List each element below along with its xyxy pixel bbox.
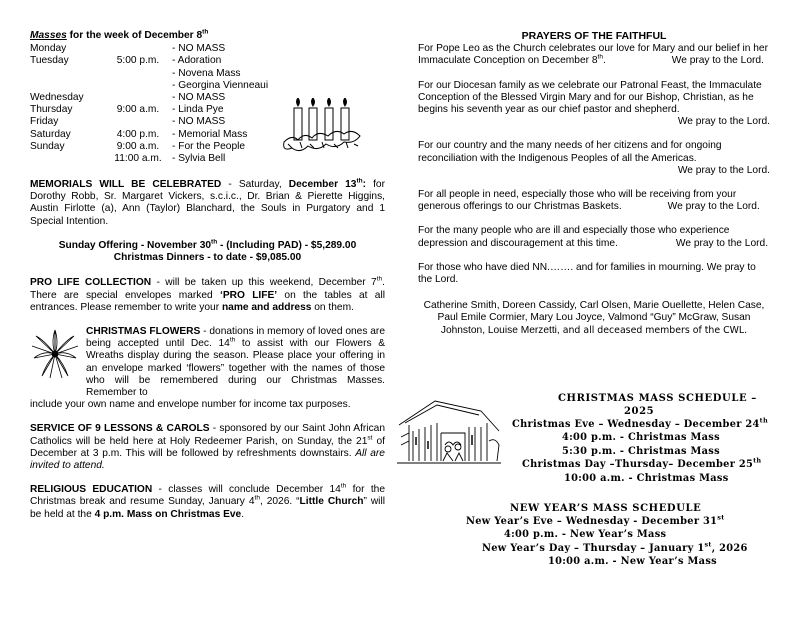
prolife-notice: PRO LIFE COLLECTION - will be taken up this weekend, December 7th. There are special envelopes marked ‘PRO LIFE’ on the tables at all entrances. Please remember to write your name and address on them.: [30, 275, 385, 313]
christmas-eve: Christmas Eve – Wednesday – December 24th: [512, 416, 768, 430]
new-year-title: NEW YEAR’S MASS SCHEDULE: [510, 503, 702, 514]
lessons-carols-notice: SERVICE OF 9 LESSONS & CAROLS - sponsored by our Saint John African Catholics will be held here at Holy Redeemer Parish, on Sunday, the 21st of December at 3 p.m. This will be followed by refreshments downstairs. All are invited to attend.: [30, 423, 386, 471]
offering-line2: Christmas Dinners - to date - $9,085.00: [113, 252, 302, 264]
offering-line1: Sunday Offering - November 30th - (Including PAD) - $5,289.00: [58, 238, 357, 251]
mass-row: Saturday 4:00 p.m. - Memorial Mass: [30, 128, 248, 140]
prayer-response: We pray to the Lord.: [677, 164, 770, 176]
poinsettia-icon: [30, 328, 80, 380]
christmas-title-2: 2025: [624, 406, 655, 417]
mass-row: Sunday 9:00 a.m. - For the People: [30, 140, 246, 152]
prayer-3: For our country and the many needs of her citizens and for ongoing reconciliation with the Indigenous Peoples of all the Americas.: [418, 140, 722, 164]
religious-education-notice: RELIGIOUS EDUCATION - classes will conclude December 14th for the Christmas break and resume Sunday, January 4th, 2026. “Little Church” will be held at the 4 p.m. Mass on Christmas Eve.: [30, 482, 385, 520]
memorials-notice: MEMORIALS WILL BE CELEBRATED - Saturday, December 13th: for Dorothy Robb, Sr. Margaret Vickers, s.c.i.c., Dr. Brian & Pierette Higgins, Austin Firlotte (a), Ann (Taylor) Blanchard, the Souls in Purgatory and 1 Special Intention.: [30, 177, 385, 227]
prayer-response: We pray to the Lord.: [677, 116, 770, 128]
nativity-stable-icon: [395, 397, 503, 469]
masses-heading: Masses for the week of December 8th: [30, 28, 209, 41]
new-year-eve: New Year’s Eve – Wednesday - December 31st: [466, 513, 725, 527]
new-year-mass-2: 10:00 a.m. - New Year’s Mass: [548, 556, 717, 568]
christmas-mass-3: 10:00 a.m. - Christmas Mass: [564, 472, 729, 484]
mass-schedule-table: [30, 43, 385, 165]
christmas-flowers-notice: [30, 326, 385, 411]
mass-row: Monday - NO MASS: [30, 43, 226, 55]
mass-row: - Novena Mass: [172, 67, 241, 79]
prayers-title: PRAYERS OF THE FAITHFUL: [521, 30, 667, 42]
right-column: [418, 30, 770, 337]
new-year-mass-1: 4:00 p.m. - New Year’s Mass: [504, 529, 667, 541]
advent-candles-icon: [282, 98, 364, 164]
new-year-day: New Year’s Day – Thursday – January 1st, 2026: [482, 540, 748, 554]
christmas-schedule: [508, 392, 778, 485]
prayer-4: For all people in need, especially those who will be receiving from your generous offerings to our Christmas Baskets. We pray to the Lord.: [418, 189, 760, 213]
mass-row: - Georgina Vienneaui: [172, 79, 269, 91]
deceased-names: Catherine Smith, Doreen Cassidy, Carl Olsen, Marie Ouellette, Helen Case, Paul Emile Cormier, Mary Lou Joyce, Valmond “Guy” McGraw, Susan Johnston, Louise Merzetti, and all deceased members of the CWL.: [423, 300, 765, 336]
left-column: [30, 30, 385, 521]
flowers-text: CHRISTMAS FLOWERS - donations in memory of loved ones are being accepted until Dec. 14th to assist with our Flowers & Wreaths display during the season. Please place your offering in an envelope marked ‘flowers” together with the names of those who will be remembered during our Christmas Masses. Remember to: [86, 325, 385, 398]
christmas-title-1: CHRISTMAS MASS SCHEDULE –: [558, 393, 757, 404]
flowers-tail: include your own name and envelope number for income tax purposes.: [30, 399, 351, 411]
prayer-2: For our Diocesan family as we celebrate our Patronal Feast, the Immaculate Conception of the Blessed Virgin Mary and for our Bishop, Christian, as he begins his seventh year as our chief pastor and shepherd.: [418, 79, 762, 116]
new-year-schedule: [462, 502, 782, 569]
mass-row: Wednesday - NO MASS: [30, 91, 226, 103]
mass-row: Tuesday 5:00 p.m. - Adoration: [30, 55, 222, 67]
christmas-mass-1: 4:00 p.m. - Christmas Mass: [562, 432, 720, 444]
mass-row: Thursday 9:00 a.m. - Linda Pye: [30, 104, 224, 116]
christmas-mass-2: 5:30 p.m. - Christmas Mass: [562, 445, 720, 457]
prayer-6: For those who have died NN.……. and for families in mourning. We pray to the Lord.: [418, 261, 756, 286]
prayer-1: For Pope Leo as the Church celebrates our love for Mary and our belief in her Immaculate Conception on December 8th. We pray to the Lord.: [418, 43, 768, 67]
mass-row: Friday - NO MASS: [30, 116, 226, 128]
christmas-day: Christmas Day –Thursday– December 25th: [522, 456, 762, 471]
prayer-5: For the many people who are ill and especially those who experience depression and discouragement at this time. We pray to the Lord.: [418, 225, 769, 249]
mass-row: 11:00 a.m. - Sylvia Bell: [114, 152, 226, 164]
